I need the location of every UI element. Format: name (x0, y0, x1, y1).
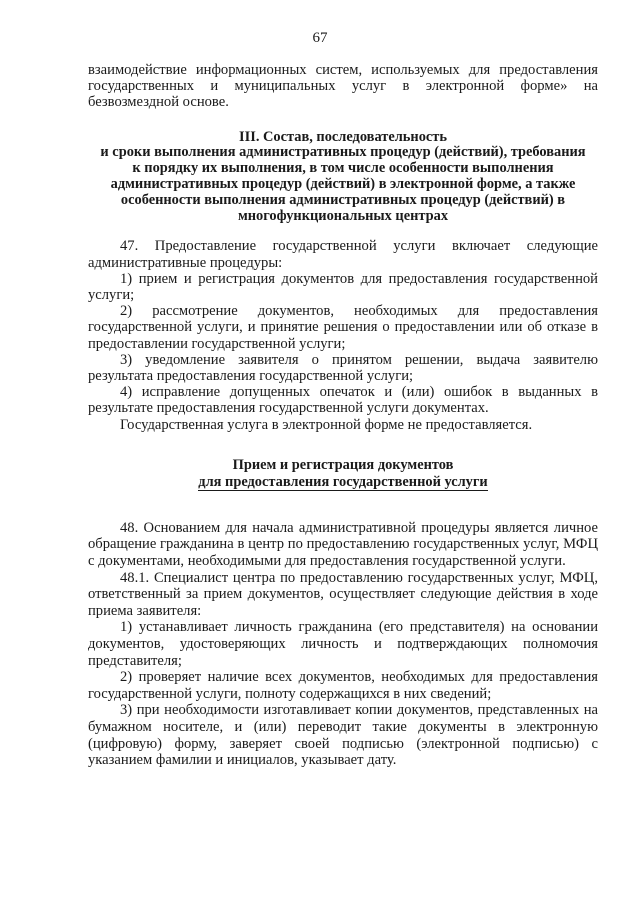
section-heading (88, 130, 598, 225)
intro-paragraph: взаимодействие информационных систем, используемых для предоставления государственных и муниципальных услуг в электронной форме» на безвозмездной основе. (88, 62, 598, 111)
paragraph-47-item: 1) прием и регистрация документов для предоставления государственной услуги; (88, 270, 598, 303)
paragraph-47-item: 2) рассмотрение документов, необходимых для предоставления государственной услуги, и принятие решения о предоставлении или об отказе в предоставлении государственной услуги; (88, 303, 598, 352)
subsection-heading-underlined-text: для предоставления государственной услуги (198, 473, 488, 490)
section-heading-line: к порядку их выполнения, в том числе особенности выполнения (132, 160, 554, 177)
paragraph-48: 48. Основанием для начала административной процедуры является личное обращение гражданина в центр по предоставлению государственных услуг, МФЦ с документами, необходимыми для предоставления государственной услуги. (88, 519, 598, 570)
section-heading-line: особенности выполнения административных процедур (действий) в (120, 191, 566, 208)
section-heading-line: и сроки выполнения административных процедур (действий), требования (100, 144, 586, 161)
section-heading-line: многофункциональных центрах (237, 207, 449, 224)
paragraph-47-lead: 47. Предоставление государственной услуги включает следующие административные процедуры: (88, 238, 598, 271)
paragraph-48-1-lead: 48.1. Специалист центра по предоставлению государственных услуг, МФЦ, ответственный за прием документов, осуществляет следующие действия в ходе приема заявителя: (88, 569, 598, 619)
paragraph-48-1-item: 1) устанавливает личность гражданина (его представителя) на основании документов, удостоверяющих личность и подтверждающих полномочия представителя; (88, 619, 598, 669)
paragraph-47-item: 4) исправление допущенных опечаток и (или) ошибок в выданных в результате предоставления государственной услуги документах. (88, 384, 598, 417)
subsection-heading-line: Прием и регистрация документов (232, 456, 454, 473)
paragraph-47-item: 3) уведомление заявителя о принятом решении, выдача заявителю результата предоставления государственной услуги; (88, 351, 598, 385)
paragraph-48-1-item: 2) проверяет наличие всех документов, необходимых для предоставления государственной услуги, полноту содержащихся в них сведений; (88, 669, 598, 702)
document-body (88, 62, 598, 769)
paragraph-47-note: Государственная услуга в электронной форме не предоставляется. (120, 416, 533, 433)
page-number: 67 (312, 30, 328, 46)
section-heading-line: административных процедур (действий) в электронной форме, а также (110, 176, 576, 192)
section-heading-line: III. Состав, последовательность (239, 128, 447, 145)
subsection-heading (88, 457, 598, 491)
paragraph-48-1-item: 3) при необходимости изготавливает копии документов, представленных на бумажном носителе, и (или) переводит такие документы в электронную (цифровую) форму, заверяет своей подписью (электронной подписью) с указанием фамилии и инициалов, указывает дату. (88, 702, 598, 769)
subsection-heading-line (88, 474, 598, 491)
